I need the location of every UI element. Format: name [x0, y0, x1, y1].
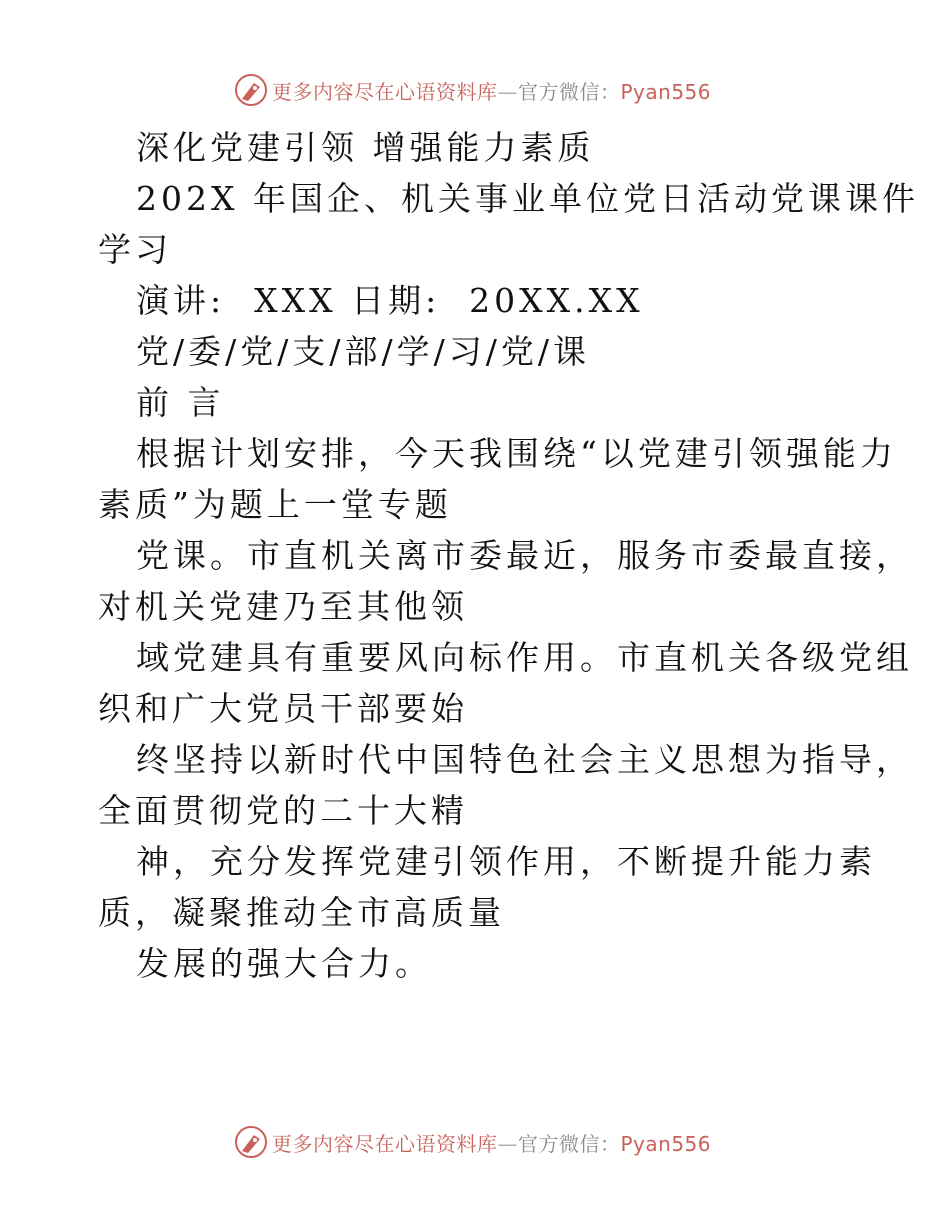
watermark-tail: 官方微信：	[518, 1132, 621, 1156]
pen-nib-logo-icon	[234, 1125, 268, 1159]
doc-paragraph-line: 质，凝聚推动全市高质量	[98, 893, 505, 932]
doc-paragraph-line: 对机关党建乃至其他领	[98, 587, 468, 626]
watermark-id: Pyan556	[620, 80, 712, 104]
watermark-main: 更多内容尽在心语资料库	[272, 80, 498, 104]
watermark-separator: —	[497, 1132, 518, 1156]
doc-paragraph-line: 域党建具有重要风向标作用。市直机关各级党组	[136, 638, 913, 677]
doc-paragraph-line: 素质”为题上一堂专题	[98, 485, 452, 524]
watermark-separator: —	[497, 80, 518, 104]
doc-subtitle: 202X 年国企、机关事业单位党日活动党课课件	[136, 179, 919, 218]
doc-paragraph-line: 发展的强大合力。	[136, 944, 432, 983]
doc-preface-heading: 前 言	[136, 383, 225, 422]
document-body	[98, 122, 919, 989]
doc-org-line: 党/委/党/支/部/学/习/党/课	[136, 332, 590, 371]
watermark-main: 更多内容尽在心语资料库	[272, 1132, 498, 1156]
doc-paragraph-line: 全面贯彻党的二十大精	[98, 791, 468, 830]
doc-title: 深化党建引领 增强能力素质	[136, 128, 595, 167]
watermark-text	[272, 76, 711, 105]
watermark-tail: 官方微信：	[518, 80, 621, 104]
watermark-id: Pyan556	[620, 1132, 712, 1156]
pen-nib-logo-icon	[234, 73, 268, 107]
doc-paragraph-line: 神，充分发挥党建引领作用，不断提升能力素	[136, 842, 876, 881]
watermark-text	[272, 1128, 711, 1157]
doc-subtitle-cont: 学习	[98, 230, 172, 269]
doc-paragraph-line: 终坚持以新时代中国特色社会主义思想为指导，	[136, 740, 913, 779]
header-watermark	[0, 70, 950, 110]
doc-paragraph-line: 党课。市直机关离市委最近，服务市委最直接，	[136, 536, 913, 575]
footer-watermark	[0, 1122, 950, 1162]
doc-paragraph-line: 根据计划安排，今天我围绕“以党建引领强能力	[136, 434, 897, 473]
doc-paragraph-line: 织和广大党员干部要始	[98, 689, 468, 728]
doc-speaker-date: 演讲: XXX 日期: 20XX.XX	[136, 281, 644, 320]
